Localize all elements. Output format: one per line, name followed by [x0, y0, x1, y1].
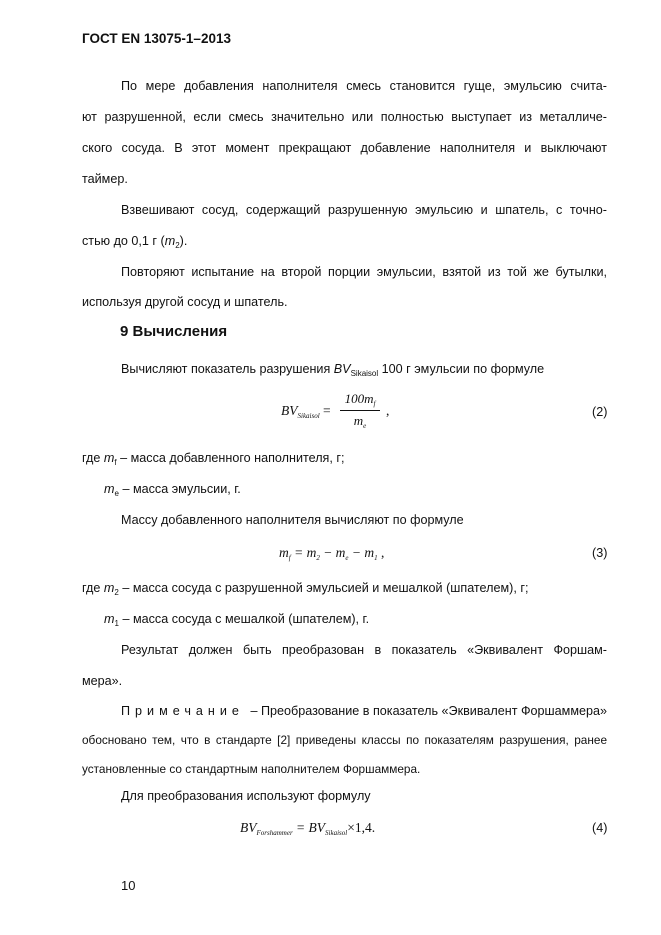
paragraph-line: таймер. [82, 172, 128, 186]
formula-numerator: $100m_f$ [344, 391, 376, 408]
paragraph-line: Результат должен быть преобразован в показатель «Эквивалент Форшам- [121, 643, 607, 657]
section-heading: 9 Вычисления [120, 323, 228, 340]
note-line [121, 704, 607, 718]
document-header: ГОСТ EN 13075-1–2013 [82, 31, 231, 46]
paragraph-line: По мере добавления наполнителя смесь становится гуще, эмульсию счита- [121, 79, 607, 93]
note-text: – Преобразование в показатель «Эквивалент Форшаммера» [250, 704, 607, 718]
formula-number: (3) [592, 546, 608, 560]
paragraph-line: мера». [82, 674, 123, 688]
paragraph-line: Для преобразования используют формулу [121, 789, 371, 803]
where-line: $m_1$ – масса сосуда с мешалкой (шпателем), г. [104, 612, 370, 628]
formula-lhs: $BV_{Sikaisol}$ = [281, 403, 331, 420]
paragraph-line: Повторяют испытание на второй порции эмульсии, взятой из той же бутылки, [121, 265, 607, 279]
paragraph-line: используя другой сосуд и шпатель. [82, 295, 288, 309]
formula-tail: , [386, 403, 390, 418]
where-line: где $m_f$ – масса добавленного наполнителя, г; [82, 451, 345, 467]
formula-number: (2) [592, 405, 608, 419]
note-label: Примечание [121, 704, 244, 718]
paragraph-line: ют разрушенной, если смесь значительно или полностью выступает из металличе- [82, 110, 607, 124]
where-line: $m_e$ – масса эмульсии, г. [104, 482, 241, 498]
paragraph-line: Взвешивают сосуд, содержащий разрушенную эмульсию и шпатель, с точно- [121, 203, 607, 217]
fraction-bar [340, 410, 380, 411]
formula-4: $BV_{Forshammer} = BV_{Sikaisol}\times 1,4$. [240, 820, 376, 837]
page-number: 10 [121, 878, 136, 893]
where-line: где $m_2$ – масса сосуда с разрушенной эмульсией и мешалкой (шпателем), г; [82, 581, 529, 597]
note-line: установленные со стандартным наполнителем Форшаммера. [82, 762, 421, 776]
formula-denominator: $m_e$ [353, 413, 367, 430]
paragraph-line: ского сосуда. В этот момент прекращают добавление наполнителя и выключают [82, 141, 607, 155]
formula-number: (4) [592, 821, 608, 835]
formula-3: $m_f = m_2 - m_e - m_1$ , [279, 545, 385, 562]
paragraph-line: Вычисляют показатель разрушения $BV_{Sikaisol}$ 100 г эмульсии по формуле [121, 362, 545, 378]
paragraph-line: стью до 0,1 г $(m_2)$. [82, 234, 188, 250]
paragraph-line: Массу добавленного наполнителя вычисляют по формуле [121, 513, 464, 527]
note-line: обосновано тем, что в стандарте [2] приведены классы по показателям разрушения, ранее [82, 733, 607, 747]
